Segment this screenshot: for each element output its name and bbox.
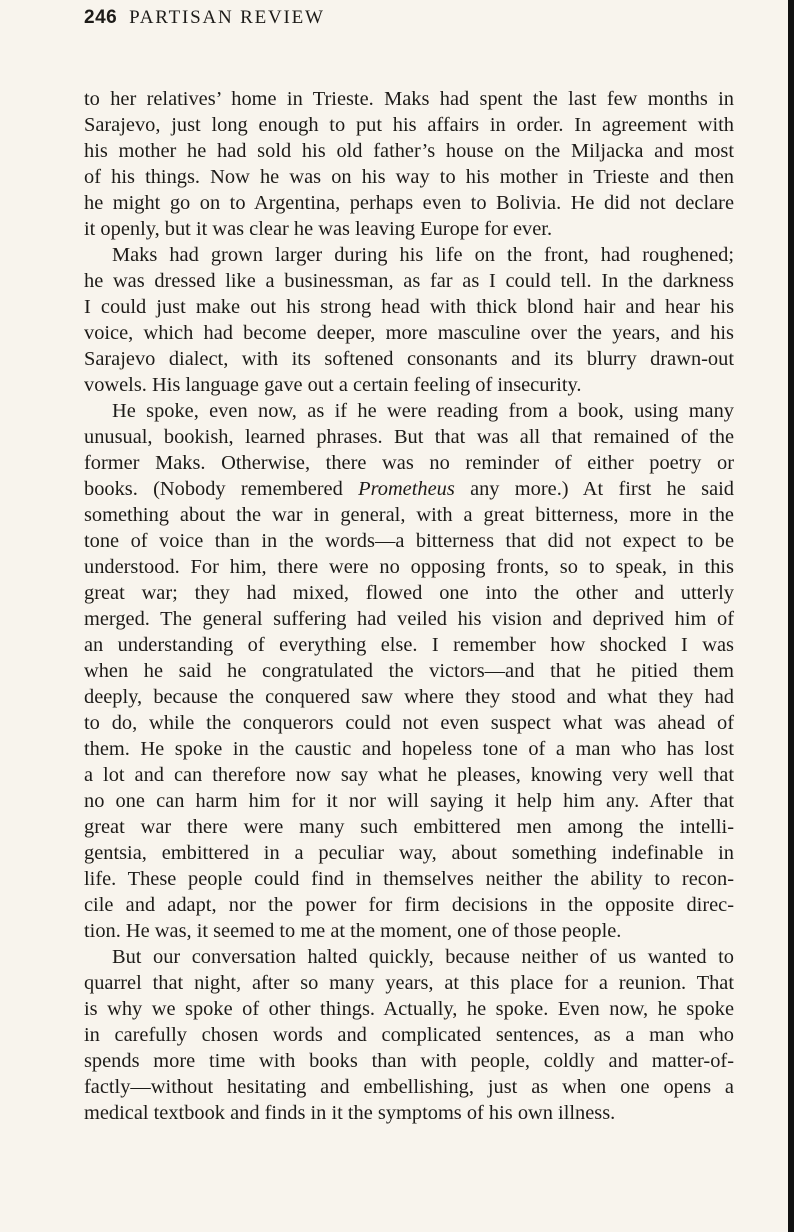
text-line: unusual, bookish, learned phrases. But that was all that remained of the	[84, 426, 734, 448]
italic-title: Prometheus	[358, 478, 455, 500]
text-line: is why we spoke of other things. Actually, he spoke. Even now, he spoke	[84, 998, 734, 1020]
text-line: former Maks. Otherwise, there was no reminder of either poetry or	[84, 452, 734, 474]
text-line: of his things. Now he was on his way to his mother in Trieste and then	[84, 166, 734, 188]
text-line: when he said he congratulated the victors—and that he pitied them	[84, 660, 734, 682]
text-line: voice, which had become deeper, more masculine over the years, and his	[84, 322, 734, 344]
text-line: gentsia, embittered in a peculiar way, about something indefinable in	[84, 842, 734, 864]
text-line: great war; they had mixed, flowed one into the other and utterly	[84, 582, 734, 604]
text-line: Sarajevo dialect, with its softened consonants and its blurry drawn-out	[84, 348, 734, 370]
text-line: no one can harm him for it nor will saying it help him any. After that	[84, 790, 734, 812]
text-line: life. These people could find in themselves neither the ability to recon-	[84, 868, 734, 890]
line-suffix: any more.) At first he said	[454, 478, 734, 500]
text-line: medical textbook and finds in it the symptoms of his own illness.	[84, 1102, 616, 1124]
body-text	[84, 86, 734, 1126]
text-line: vowels. His language gave out a certain feeling of insecurity.	[84, 374, 582, 396]
text-line: something about the war in general, with a great bitterness, more in the	[84, 504, 734, 526]
text-line: in carefully chosen words and complicated sentences, as a man who	[84, 1024, 734, 1046]
text-line: But our conversation halted quickly, because neither of us wanted to	[112, 946, 734, 968]
text-line: them. He spoke in the caustic and hopeless tone of a man who has lost	[84, 738, 734, 760]
text-line: tion. He was, it seemed to me at the moment, one of those people.	[84, 920, 622, 942]
text-line: Sarajevo, just long enough to put his affairs in order. In agreement with	[84, 114, 734, 136]
text-line: he was dressed like a businessman, as far as I could tell. In the darkness	[84, 270, 734, 292]
text-line: deeply, because the conquered saw where they stood and what they had	[84, 686, 734, 708]
text-line: understood. For him, there were no opposing fronts, so to speak, in this	[84, 556, 734, 578]
line-prefix: books. (Nobody remembered	[84, 478, 359, 500]
text-line: an understanding of everything else. I remember how shocked I was	[84, 634, 734, 656]
text-line: it openly, but it was clear he was leaving Europe for ever.	[84, 218, 553, 240]
text-line: to do, while the conquerors could not even suspect what was ahead of	[84, 712, 734, 734]
text-line: his mother he had sold his old father’s house on the Miljacka and most	[84, 140, 734, 162]
text-line: great war there were many such embittered men among the intelli-	[84, 816, 734, 838]
text-line-with-title	[84, 476, 734, 502]
text-line: cile and adapt, nor the power for firm decisions in the opposite direc-	[84, 894, 734, 916]
text-line: He spoke, even now, as if he were reading from a book, using many	[112, 400, 734, 422]
text-line: I could just make out his strong head with thick blond hair and hear his	[84, 296, 734, 318]
text-line: he might go on to Argentina, perhaps even to Bolivia. He did not declare	[84, 192, 734, 214]
text-line: a lot and can therefore now say what he pleases, knowing very well that	[84, 764, 734, 786]
journal-title: PARTISAN REVIEW	[129, 7, 325, 28]
text-line: factly—without hesitating and embellishing, just as when one opens a	[84, 1076, 734, 1098]
text-line: merged. The general suffering had veiled his vision and deprived him of	[84, 608, 734, 630]
text-line: quarrel that night, after so many years, at this place for a reunion. That	[84, 972, 734, 994]
page-number: 246	[84, 7, 118, 28]
text-line: spends more time with books than with people, coldly and matter-of-	[84, 1050, 734, 1072]
text-line: Maks had grown larger during his life on the front, had roughened;	[112, 244, 734, 266]
page-edge	[788, 0, 794, 1232]
running-head	[84, 7, 325, 29]
text-line: to her relatives’ home in Trieste. Maks had spent the last few months in	[84, 88, 734, 110]
text-line: tone of voice than in the words—a bitterness that did not expect to be	[84, 530, 734, 552]
